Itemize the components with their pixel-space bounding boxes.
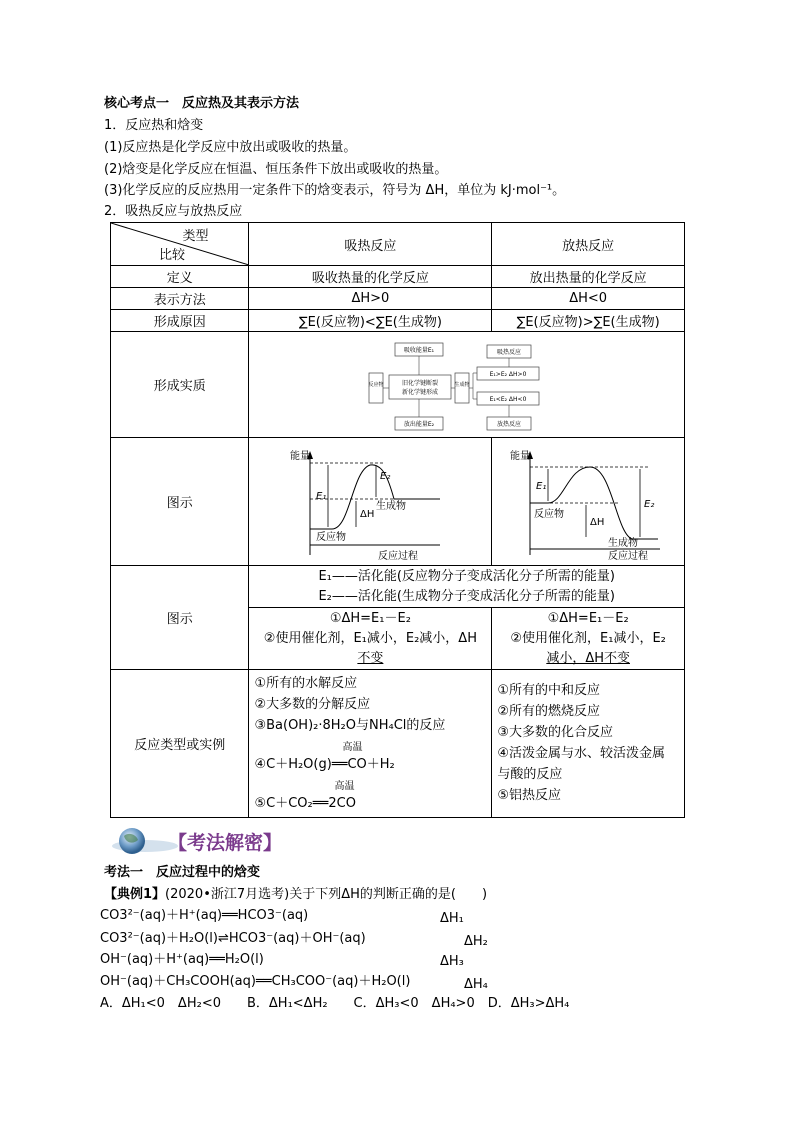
energy-graph-exo bbox=[508, 443, 668, 561]
endo-catalyst-1: ②使用催化剂，E₁减小，E₂减小，ΔH bbox=[263, 630, 477, 646]
answer-options: A．ΔH₁<0 ΔH₂<0 B．ΔH₁<ΔH₂ C．ΔH₃<0 ΔH₄>0 D．ΔH₃>ΔH₄ bbox=[100, 996, 570, 1011]
graph-endo-xlabel: 反应过程 bbox=[378, 550, 419, 561]
flow-mid2: 新化学键形成 bbox=[401, 388, 438, 396]
exo-example-4: ④活泼金属与水、较活泼金属 bbox=[497, 746, 665, 761]
corner-bottom: 比较 bbox=[159, 248, 186, 263]
paragraph-3: (3)化学反应的反应热用一定条件下的焓变表示，符号为 ΔH，单位为 kJ·mol⁻¹。 bbox=[104, 183, 566, 198]
exo-example-4b: 与酸的反应 bbox=[497, 767, 563, 782]
flow-cond1: E₁>E₂ ΔH>0 bbox=[489, 370, 527, 378]
example-lead: 【典例1】 bbox=[104, 887, 166, 902]
row-label-examples: 反应类型或实例 bbox=[111, 670, 249, 818]
endo-example-2: ②大多数的分解反应 bbox=[254, 697, 371, 712]
activation-energy-defs bbox=[249, 566, 685, 608]
exo-example-1: ①所有的中和反应 bbox=[497, 683, 600, 698]
equation-1-dh: ΔH₁ bbox=[440, 911, 464, 926]
subheading-2: 2．吸热反应与放热反应 bbox=[104, 204, 243, 219]
flow-absorb: 吸收能量E₁ bbox=[403, 346, 434, 354]
e2-definition: E₂——活化能(生成物分子变成活化分子所需的能量) bbox=[318, 588, 616, 604]
exo-graph-notes bbox=[492, 608, 685, 670]
flow-exo: 放热反应 bbox=[496, 420, 521, 428]
exo-example-2: ②所有的燃烧反应 bbox=[497, 704, 600, 719]
row-label-graph: 图示 bbox=[111, 438, 249, 566]
row-label-graph2: 图示 bbox=[111, 566, 249, 670]
energy-graph-endo bbox=[290, 443, 450, 561]
cause-exo: ∑E(反应物)>∑E(生成物) bbox=[492, 310, 685, 332]
graph-exo-e2: E₂ bbox=[644, 498, 655, 510]
endo-example-5: ⑤C＋CO₂══2CO bbox=[254, 796, 356, 811]
graph-exo-xlabel: 反应过程 bbox=[608, 550, 649, 561]
flow-release: 放出能量E₂ bbox=[403, 420, 434, 428]
header-exo: 放热反应 bbox=[492, 223, 685, 266]
flow-diagram-cell bbox=[249, 332, 685, 438]
flow-reactant-box bbox=[369, 373, 383, 403]
endo-examples bbox=[249, 670, 492, 818]
banner-title: 【考法解密】 bbox=[168, 832, 283, 854]
graph-exo-cell bbox=[492, 438, 685, 566]
def-endo: 吸收热量的化学反应 bbox=[249, 266, 492, 288]
exo-dh-equation: ①ΔH=E₁－E₂ bbox=[547, 610, 629, 626]
equation-4: OH⁻(aq)＋CH₃COOH(aq)══CH₃COO⁻(aq)＋H₂O(l) bbox=[100, 974, 411, 989]
subheading-1: 1．反应热和焓变 bbox=[104, 118, 204, 133]
example-question-text: (2020•浙江7月选考)关于下列ΔH的判断正确的是( ) bbox=[165, 887, 488, 902]
graph-exo-energy: 能量 bbox=[510, 450, 531, 462]
row-label-definition: 定义 bbox=[111, 266, 249, 288]
endo-example-3: ③Ba(OH)₂·8H₂O与NH₄Cl的反应 bbox=[254, 718, 446, 733]
equation-1: CO3²⁻(aq)＋H⁺(aq)══HCO3⁻(aq) bbox=[100, 908, 309, 923]
graph-exo-e1: E₁ bbox=[536, 480, 547, 492]
exo-examples bbox=[492, 670, 685, 818]
graph-endo-product: 生成物 bbox=[376, 500, 407, 512]
def-exo: 放出热量的化学反应 bbox=[492, 266, 685, 288]
row-label-method: 表示方法 bbox=[111, 288, 249, 310]
flow-reactant: 反应物 bbox=[368, 381, 384, 388]
flow-cond2: E₁<E₂ ΔH<0 bbox=[489, 395, 527, 403]
equation-3-dh: ΔH₃ bbox=[440, 954, 464, 969]
flow-product: 生成物 bbox=[454, 381, 470, 388]
row-label-essence: 形成实质 bbox=[111, 332, 249, 438]
corner-cell bbox=[111, 223, 249, 266]
graph-endo-energy: 能量 bbox=[290, 450, 311, 462]
exo-catalyst-2: 减小，ΔH不变 bbox=[546, 650, 630, 666]
endo-dh-equation: ①ΔH=E₁－E₂ bbox=[329, 610, 411, 626]
cause-endo: ∑E(反应物)<∑E(生成物) bbox=[249, 310, 492, 332]
corner-top: 类型 bbox=[182, 229, 209, 244]
endo-example-4: ④C＋H₂O(g)══CO＋H₂ bbox=[254, 757, 395, 772]
equation-3: OH⁻(aq)＋H⁺(aq)══H₂O(l) bbox=[100, 952, 264, 967]
graph-endo-e2: E₂ bbox=[380, 470, 391, 482]
comparison-table bbox=[110, 222, 685, 818]
graph-exo-reactant: 反应物 bbox=[534, 508, 565, 520]
exo-example-3: ③大多数的化合反应 bbox=[497, 725, 613, 740]
row-label-cause: 形成原因 bbox=[111, 310, 249, 332]
flow-mid1: 旧化学键断裂 bbox=[401, 379, 438, 387]
paragraph-2: (2)焓变是化学反应在恒温、恒压条件下放出或吸收的热量。 bbox=[104, 162, 448, 177]
equation-2: CO3²⁻(aq)＋H₂O(l)⇌HCO3⁻(aq)＋OH⁻(aq) bbox=[100, 931, 366, 946]
flow-endo: 吸热反应 bbox=[496, 348, 521, 356]
endo-example-5-condition: 高温 bbox=[334, 781, 355, 792]
exo-catalyst-1: ②使用催化剂，E₁减小，E₂ bbox=[510, 630, 666, 646]
graph-exo-dh: ΔH bbox=[590, 516, 605, 528]
endo-catalyst-2: 不变 bbox=[357, 650, 384, 666]
graph-endo-e1: E₁ bbox=[316, 490, 327, 502]
header-endo: 吸热反应 bbox=[249, 223, 492, 266]
flow-diagram bbox=[367, 337, 567, 433]
endo-graph-notes bbox=[249, 608, 492, 670]
section-banner bbox=[110, 826, 360, 858]
e1-definition: E₁——活化能(反应物分子变成活化分子所需的能量) bbox=[318, 568, 616, 584]
example-question bbox=[104, 886, 487, 904]
graph-endo-reactant: 反应物 bbox=[316, 531, 347, 543]
graph-endo-dh: ΔH bbox=[360, 508, 375, 520]
graph-exo-product: 生成物 bbox=[608, 537, 639, 549]
page-title: 核心考点一 反应热及其表示方法 bbox=[104, 96, 300, 111]
method-endo: ΔH>0 bbox=[249, 288, 492, 310]
endo-example-4-condition: 高温 bbox=[342, 742, 363, 753]
graph-endo-cell bbox=[249, 438, 492, 566]
method-exo: ΔH<0 bbox=[492, 288, 685, 310]
flow-product-box bbox=[455, 373, 469, 403]
exo-example-5: ⑤铝热反应 bbox=[497, 788, 561, 803]
equation-2-dh: ΔH₂ bbox=[464, 934, 488, 949]
method-heading: 考法一 反应过程中的焓变 bbox=[104, 865, 261, 880]
endo-example-1: ①所有的水解反应 bbox=[254, 676, 358, 691]
paragraph-1: (1)反应热是化学反应中放出或吸收的热量。 bbox=[104, 140, 357, 155]
equation-4-dh: ΔH₄ bbox=[464, 977, 488, 992]
